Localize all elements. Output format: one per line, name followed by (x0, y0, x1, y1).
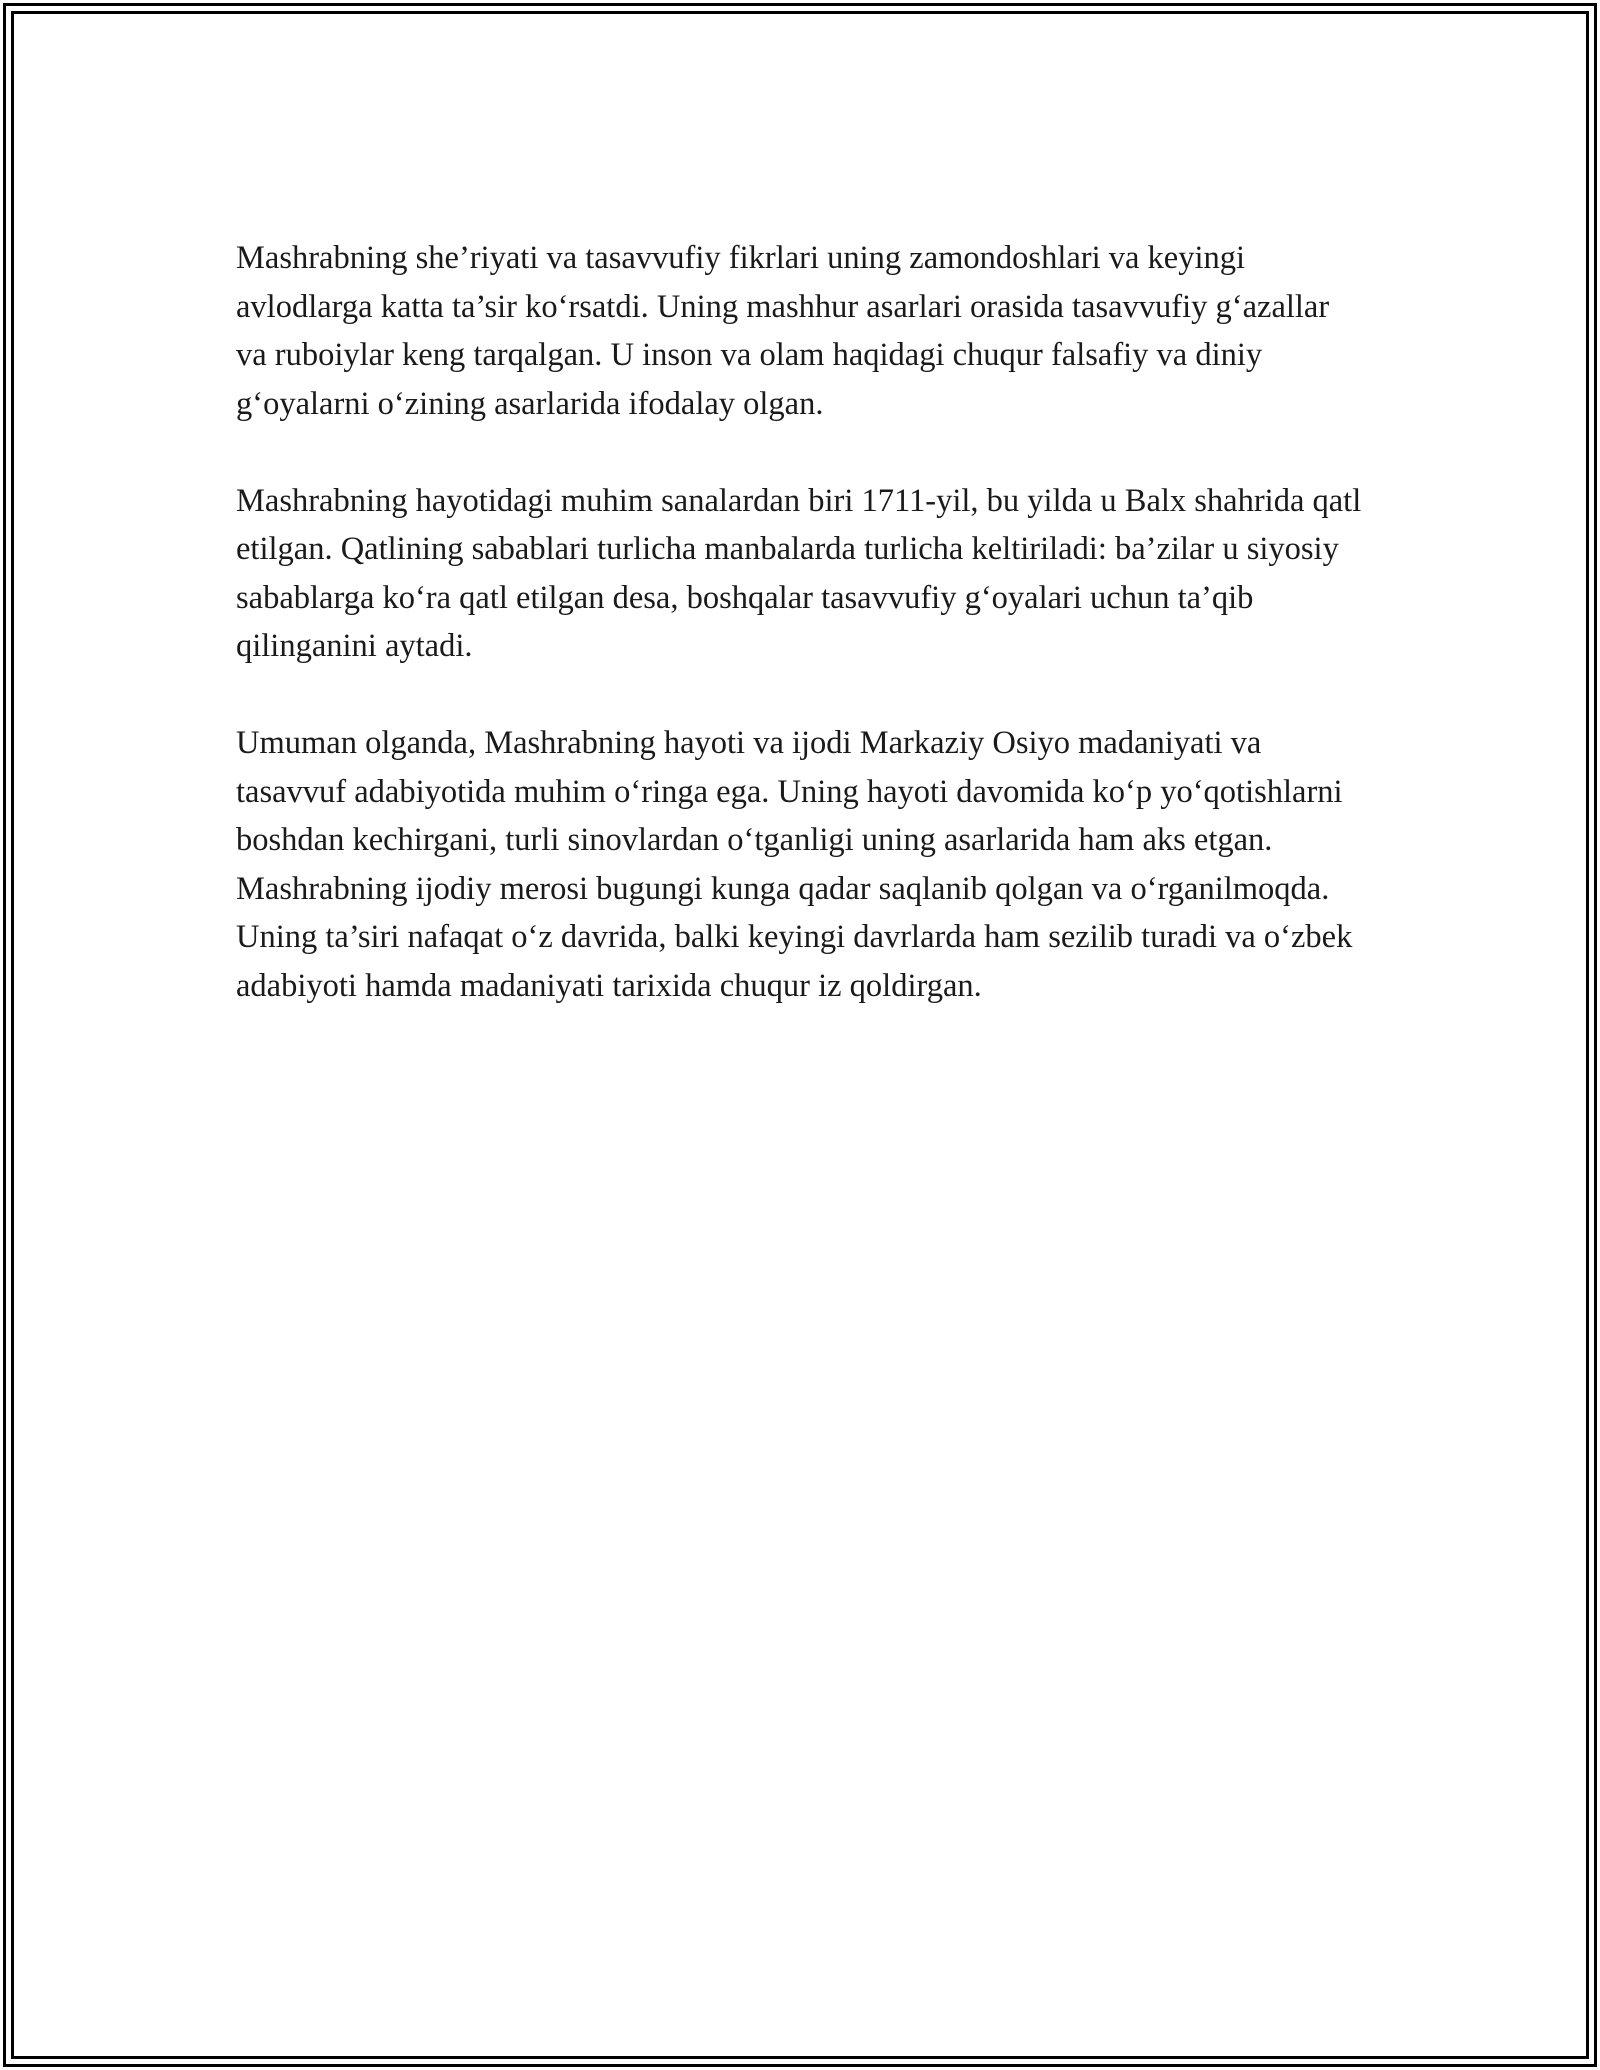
document-body (236, 234, 1366, 1010)
paragraph-2: Mashrabning hayotidagi muhim sanalardan biri 1711-yil, bu yilda u Balx shahrida qatl etilgan. Qatlining sabablari turlicha manbalarda turlicha keltiriladi: ba’zilar u siyosiy sabablarga ko‘ra qatl etilgan desa, boshqalar tasavvufiy g‘oyalari uchun ta’qib qilinganini aytadi. (236, 482, 1362, 664)
paragraph-3: Umuman olganda, Mashrabning hayoti va ijodi Markaziy Osiyo madaniyati va tasavvuf adabiyotida muhim o‘ringa ega. Uning hayoti davomida ko‘p yo‘qotishlarni boshdan kechirgani, turli sinovlardan o‘tganligi uning asarlarida ham aks etgan. Mashrabning ijodiy merosi bugungi kunga qadar saqlanib qolgan va o‘rganilmoqda. Uning ta’siri nafaqat o‘z davrida, balki keyingi davrlarda ham sezilib turadi va o‘zbek adabiyoti hamda madaniyati tarixida chuqur iz qoldirgan. (236, 725, 1353, 1004)
paragraph-1: Mashrabning she’riyati va tasavvufiy fikrlari uning zamondoshlari va keyingi avlodlarga katta ta’sir ko‘rsatdi. Uning mashhur asarlari orasida tasavvufiy g‘azallar va ruboiylar keng tarqalgan. U inson va olam haqidagi chuqur falsafiy va diniy g‘oyalarni o‘zining asarlarida ifodalay olgan. (236, 240, 1330, 422)
